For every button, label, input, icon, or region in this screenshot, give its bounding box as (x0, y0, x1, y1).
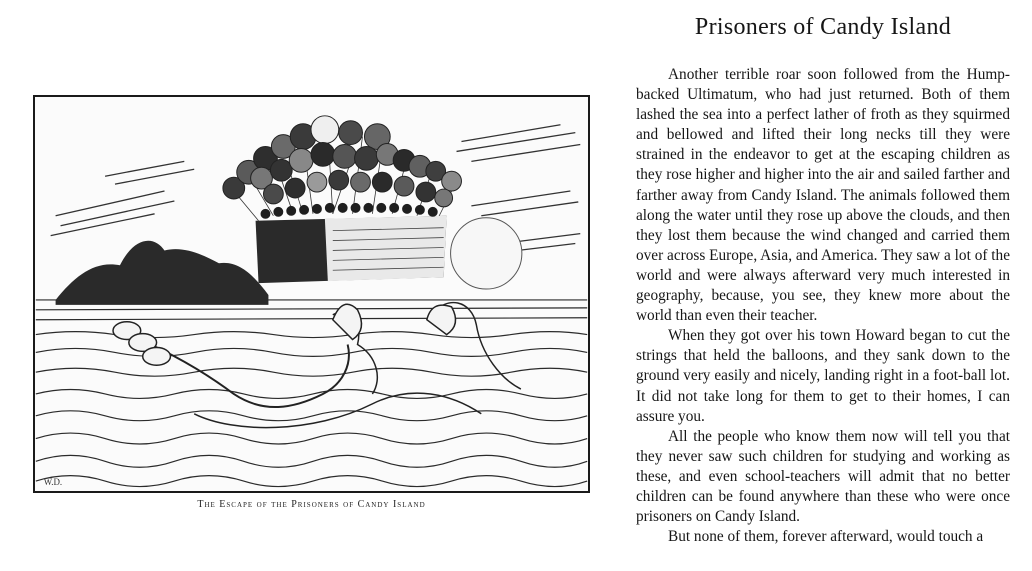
sun (451, 218, 522, 289)
article-column (636, 14, 1010, 547)
balloon-escape-engraving (35, 97, 588, 491)
candy-island (56, 241, 269, 305)
artist-signature: W.D. (43, 477, 63, 488)
paragraph-1: Another terrible roar soon followed from the Hump-backed Ultimatum, who had just returned. Both of them lashed the sea into a perfect lather of froth as they squirmed and bellowed and lifted their long necks till they were strained in the endeavor to get at the escaping children as they rose higher and higher into the air and sailed farther and farther away from Candy Island. The animals followed them along the water until they rose up above the clouds, and then they lost them because the wind changed and carried them over across Europe, Asia, and America. They saw a lot of the world and were always afterward very much interested in geography, because, you see, they knew more about the world than even their teacher. (636, 66, 1010, 325)
page-title: Prisoners of Candy Island (694, 14, 952, 40)
paragraph-4: But none of them, forever afterward, would touch a (668, 528, 984, 546)
flying-box (256, 203, 447, 283)
balloons (223, 116, 462, 207)
paragraph-2: When they got over his town Howard began to cut the strings that held the balloons, and they sank down to the ground very easily and nicely, landing right in a foot-ball lot. It did not take long for them to get to their homes, I can assure you. (636, 327, 1010, 425)
illustration (33, 95, 590, 493)
paragraph-3: All the people who know them now will tell you that they never saw such children for studying and working as these, and even school-teachers will admit that no better children can be found anywhere than these who were once prisoners on Candy Island. (636, 427, 1010, 526)
sea-monsters (113, 303, 521, 428)
children-heads (261, 203, 438, 219)
illustration-caption: The Escape of the Prisoners of Candy Island (197, 499, 426, 510)
